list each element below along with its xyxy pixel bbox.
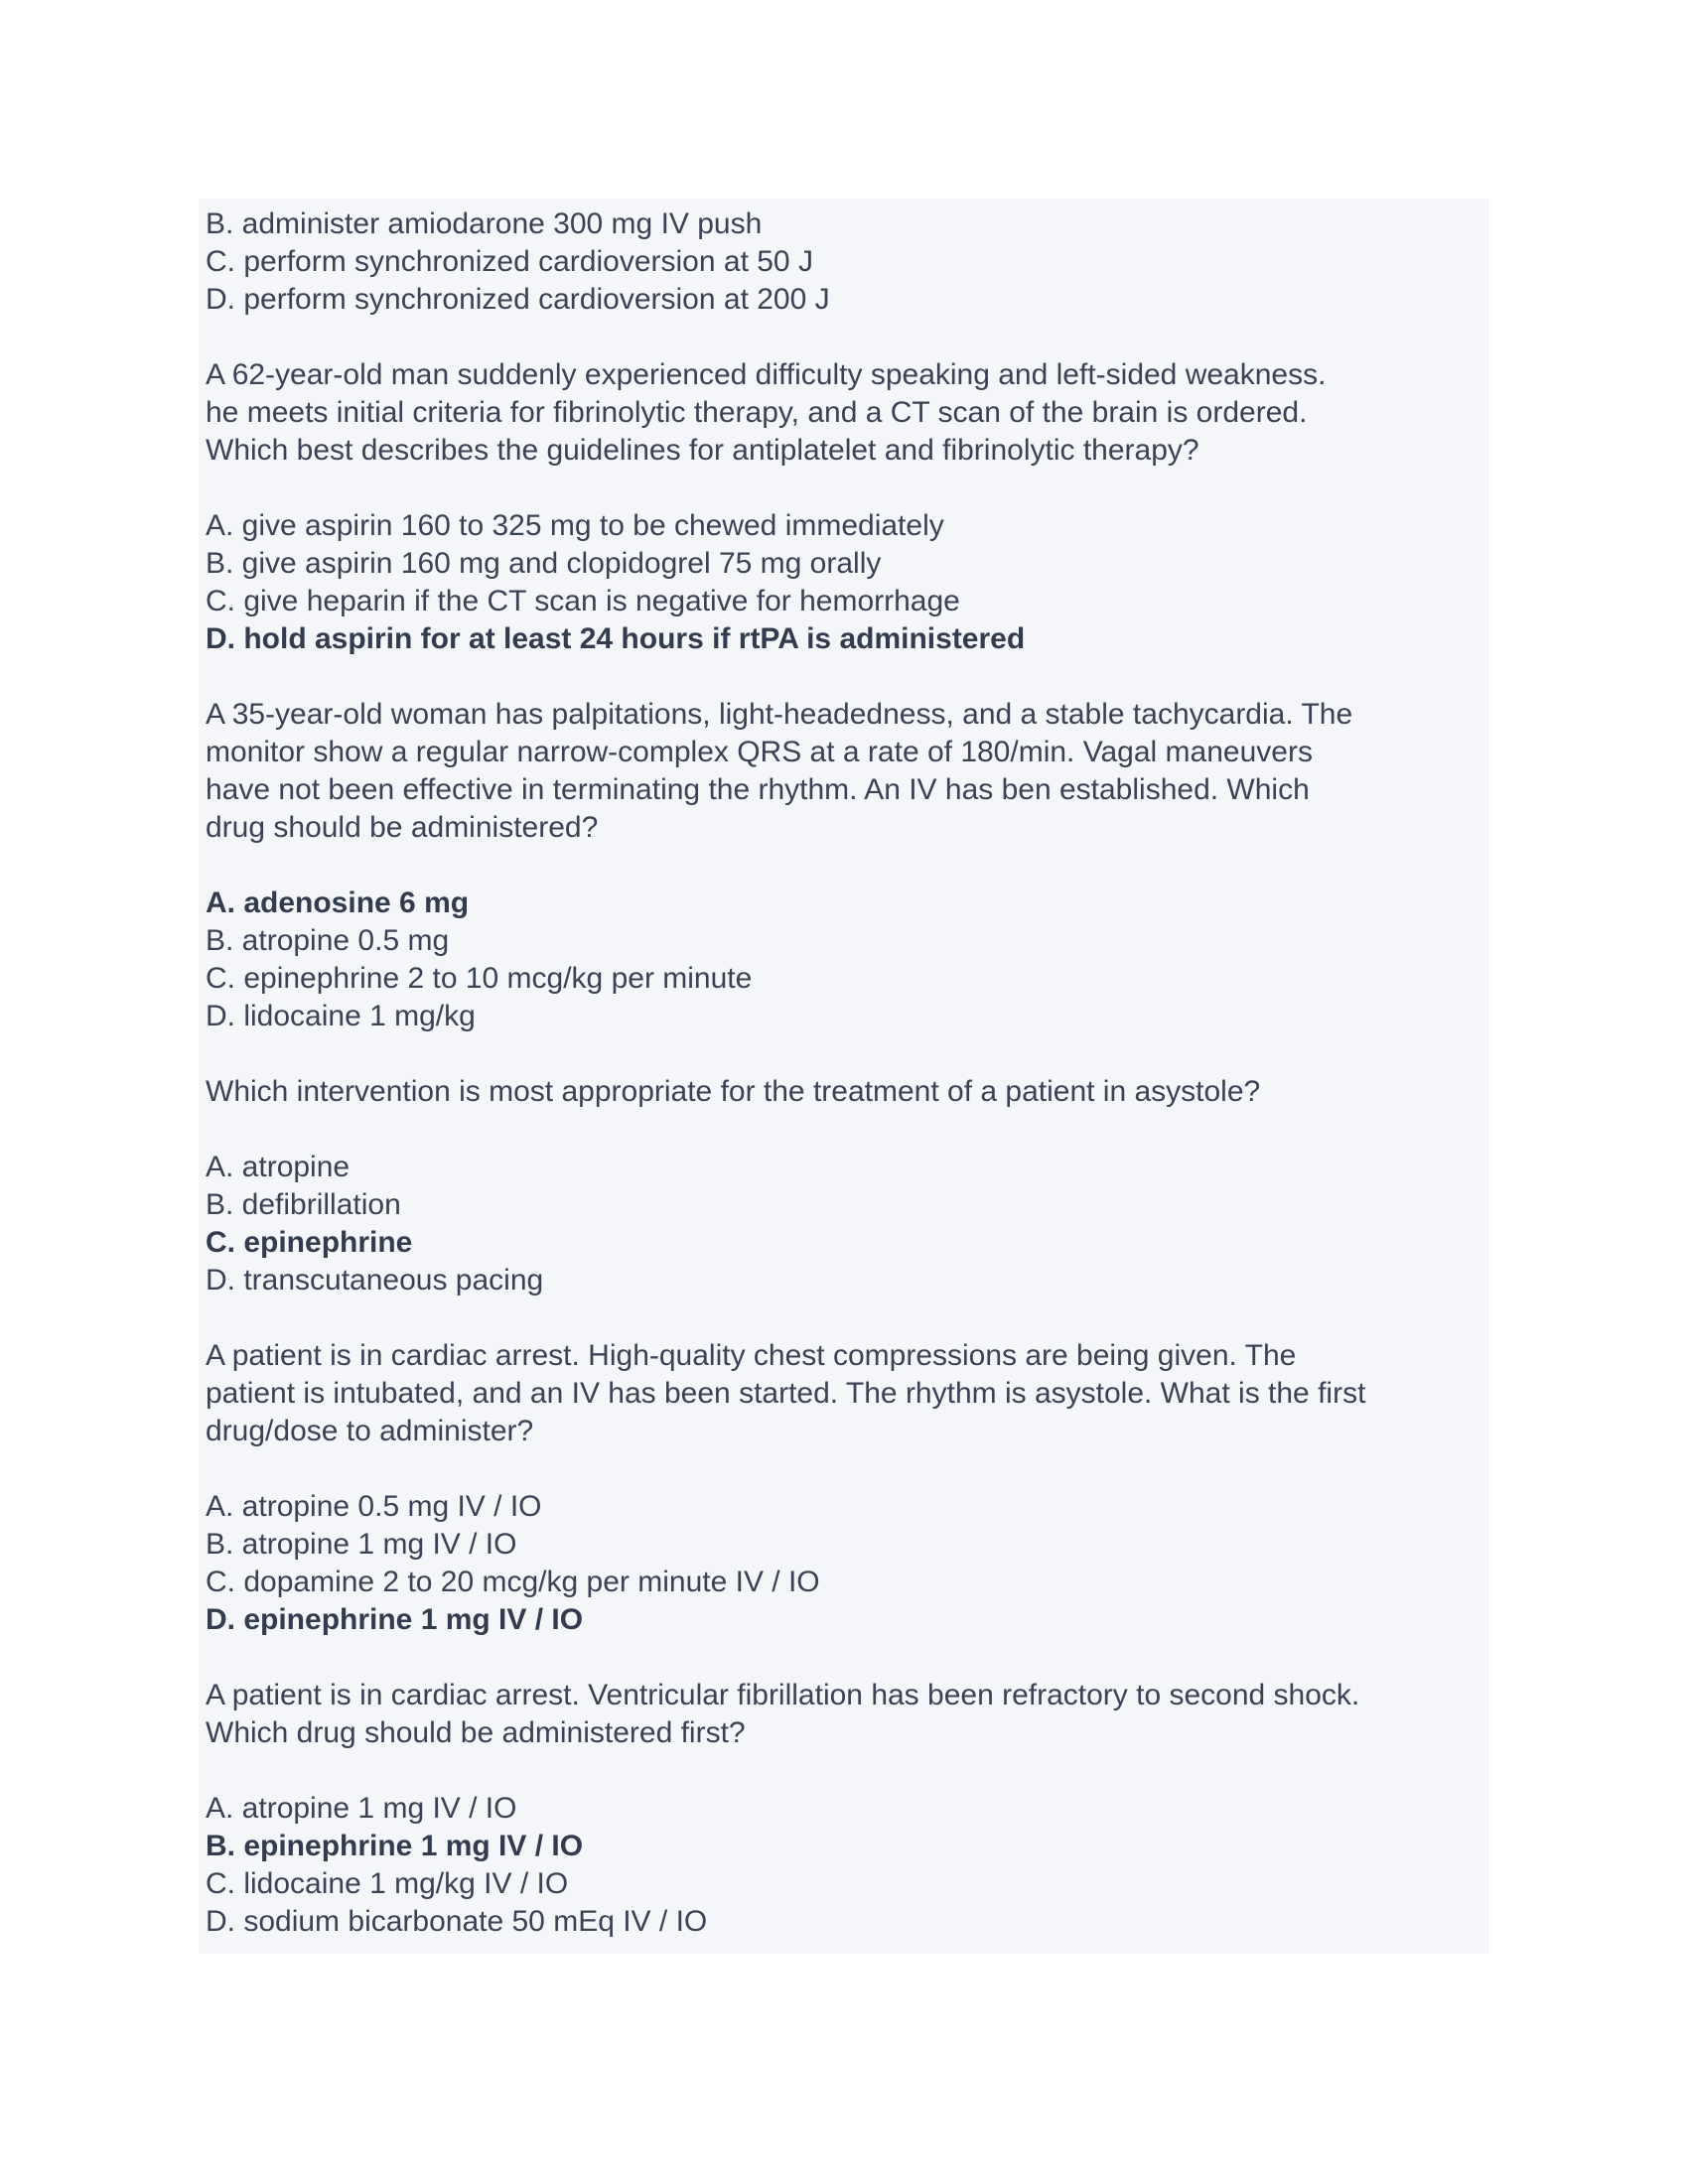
- option-line-correct: D. epinephrine 1 mg IV / IO: [206, 1603, 584, 1636]
- stem-line: drug/dose to administer?: [206, 1415, 534, 1447]
- question-stem: [206, 356, 1489, 470]
- option-line: D. lidocaine 1 mg/kg: [206, 1000, 476, 1032]
- answer-options-group: [206, 885, 1489, 1035]
- stem-line: patient is intubated, and an IV has been started. The rhythm is asystole. What is the first: [206, 1377, 1366, 1410]
- option-line: A. atropine 0.5 mg IV / IO: [206, 1490, 542, 1523]
- answer-options-group: [206, 205, 1489, 319]
- question-stem: [206, 696, 1489, 847]
- option-line: A. give aspirin 160 to 325 mg to be chewed immediately: [206, 509, 944, 542]
- answer-options-group: [206, 1790, 1489, 1941]
- option-line: C. dopamine 2 to 20 mcg/kg per minute IV / IO: [206, 1566, 820, 1598]
- option-line: B. administer amiodarone 300 mg IV push: [206, 207, 763, 240]
- option-line: C. perform synchronized cardioversion at 50 J: [206, 245, 813, 278]
- answer-options-group: [206, 1488, 1489, 1639]
- highlighted-text-block: [199, 199, 1489, 1954]
- stem-line: Which intervention is most appropriate for the treatment of a patient in asystole?: [206, 1075, 1261, 1108]
- answer-options-group: [206, 507, 1489, 658]
- stem-line: he meets initial criteria for fibrinolytic therapy, and a CT scan of the brain is ordered.: [206, 396, 1308, 429]
- stem-line: Which best describes the guidelines for antiplatelet and fibrinolytic therapy?: [206, 434, 1199, 467]
- stem-line: A patient is in cardiac arrest. High-quality chest compressions are being given. The: [206, 1339, 1297, 1372]
- option-line: B. atropine 1 mg IV / IO: [206, 1528, 517, 1561]
- option-line-correct: A. adenosine 6 mg: [206, 887, 470, 919]
- option-line-correct: C. epinephrine: [206, 1226, 413, 1259]
- stem-line: A 62-year-old man suddenly experienced difficulty speaking and left-sided weakness.: [206, 358, 1327, 391]
- stem-line: A patient is in cardiac arrest. Ventricular fibrillation has been refractory to second shock.: [206, 1679, 1360, 1711]
- option-line-correct: B. epinephrine 1 mg IV / IO: [206, 1830, 584, 1862]
- option-line: B. defibrillation: [206, 1188, 401, 1221]
- question-stem: [206, 1677, 1489, 1752]
- option-line: C. give heparin if the CT scan is negative for hemorrhage: [206, 585, 960, 617]
- stem-line: monitor show a regular narrow-complex QRS at a rate of 180/min. Vagal maneuvers: [206, 736, 1313, 768]
- option-line: C. lidocaine 1 mg/kg IV / IO: [206, 1867, 569, 1900]
- option-line: B. atropine 0.5 mg: [206, 924, 450, 957]
- option-line: C. epinephrine 2 to 10 mcg/kg per minute: [206, 962, 753, 995]
- stem-line: have not been effective in terminating the rhythm. An IV has ben established. Which: [206, 773, 1310, 806]
- option-line: D. transcutaneous pacing: [206, 1264, 544, 1297]
- option-line: A. atropine: [206, 1151, 351, 1183]
- option-line-correct: D. hold aspirin for at least 24 hours if rtPA is administered: [206, 622, 1026, 655]
- answer-options-group: [206, 1149, 1489, 1299]
- question-stem: [206, 1073, 1489, 1111]
- option-line: D. sodium bicarbonate 50 mEq IV / IO: [206, 1905, 708, 1938]
- stem-line: A 35-year-old woman has palpitations, light-headedness, and a stable tachycardia. The: [206, 698, 1353, 731]
- stem-line: drug should be administered?: [206, 811, 599, 844]
- option-line: B. give aspirin 160 mg and clopidogrel 75 mg orally: [206, 547, 882, 580]
- option-line: A. atropine 1 mg IV / IO: [206, 1792, 517, 1825]
- stem-line: Which drug should be administered first?: [206, 1716, 746, 1749]
- question-stem: [206, 1337, 1489, 1450]
- option-line: D. perform synchronized cardioversion at 200 J: [206, 283, 830, 316]
